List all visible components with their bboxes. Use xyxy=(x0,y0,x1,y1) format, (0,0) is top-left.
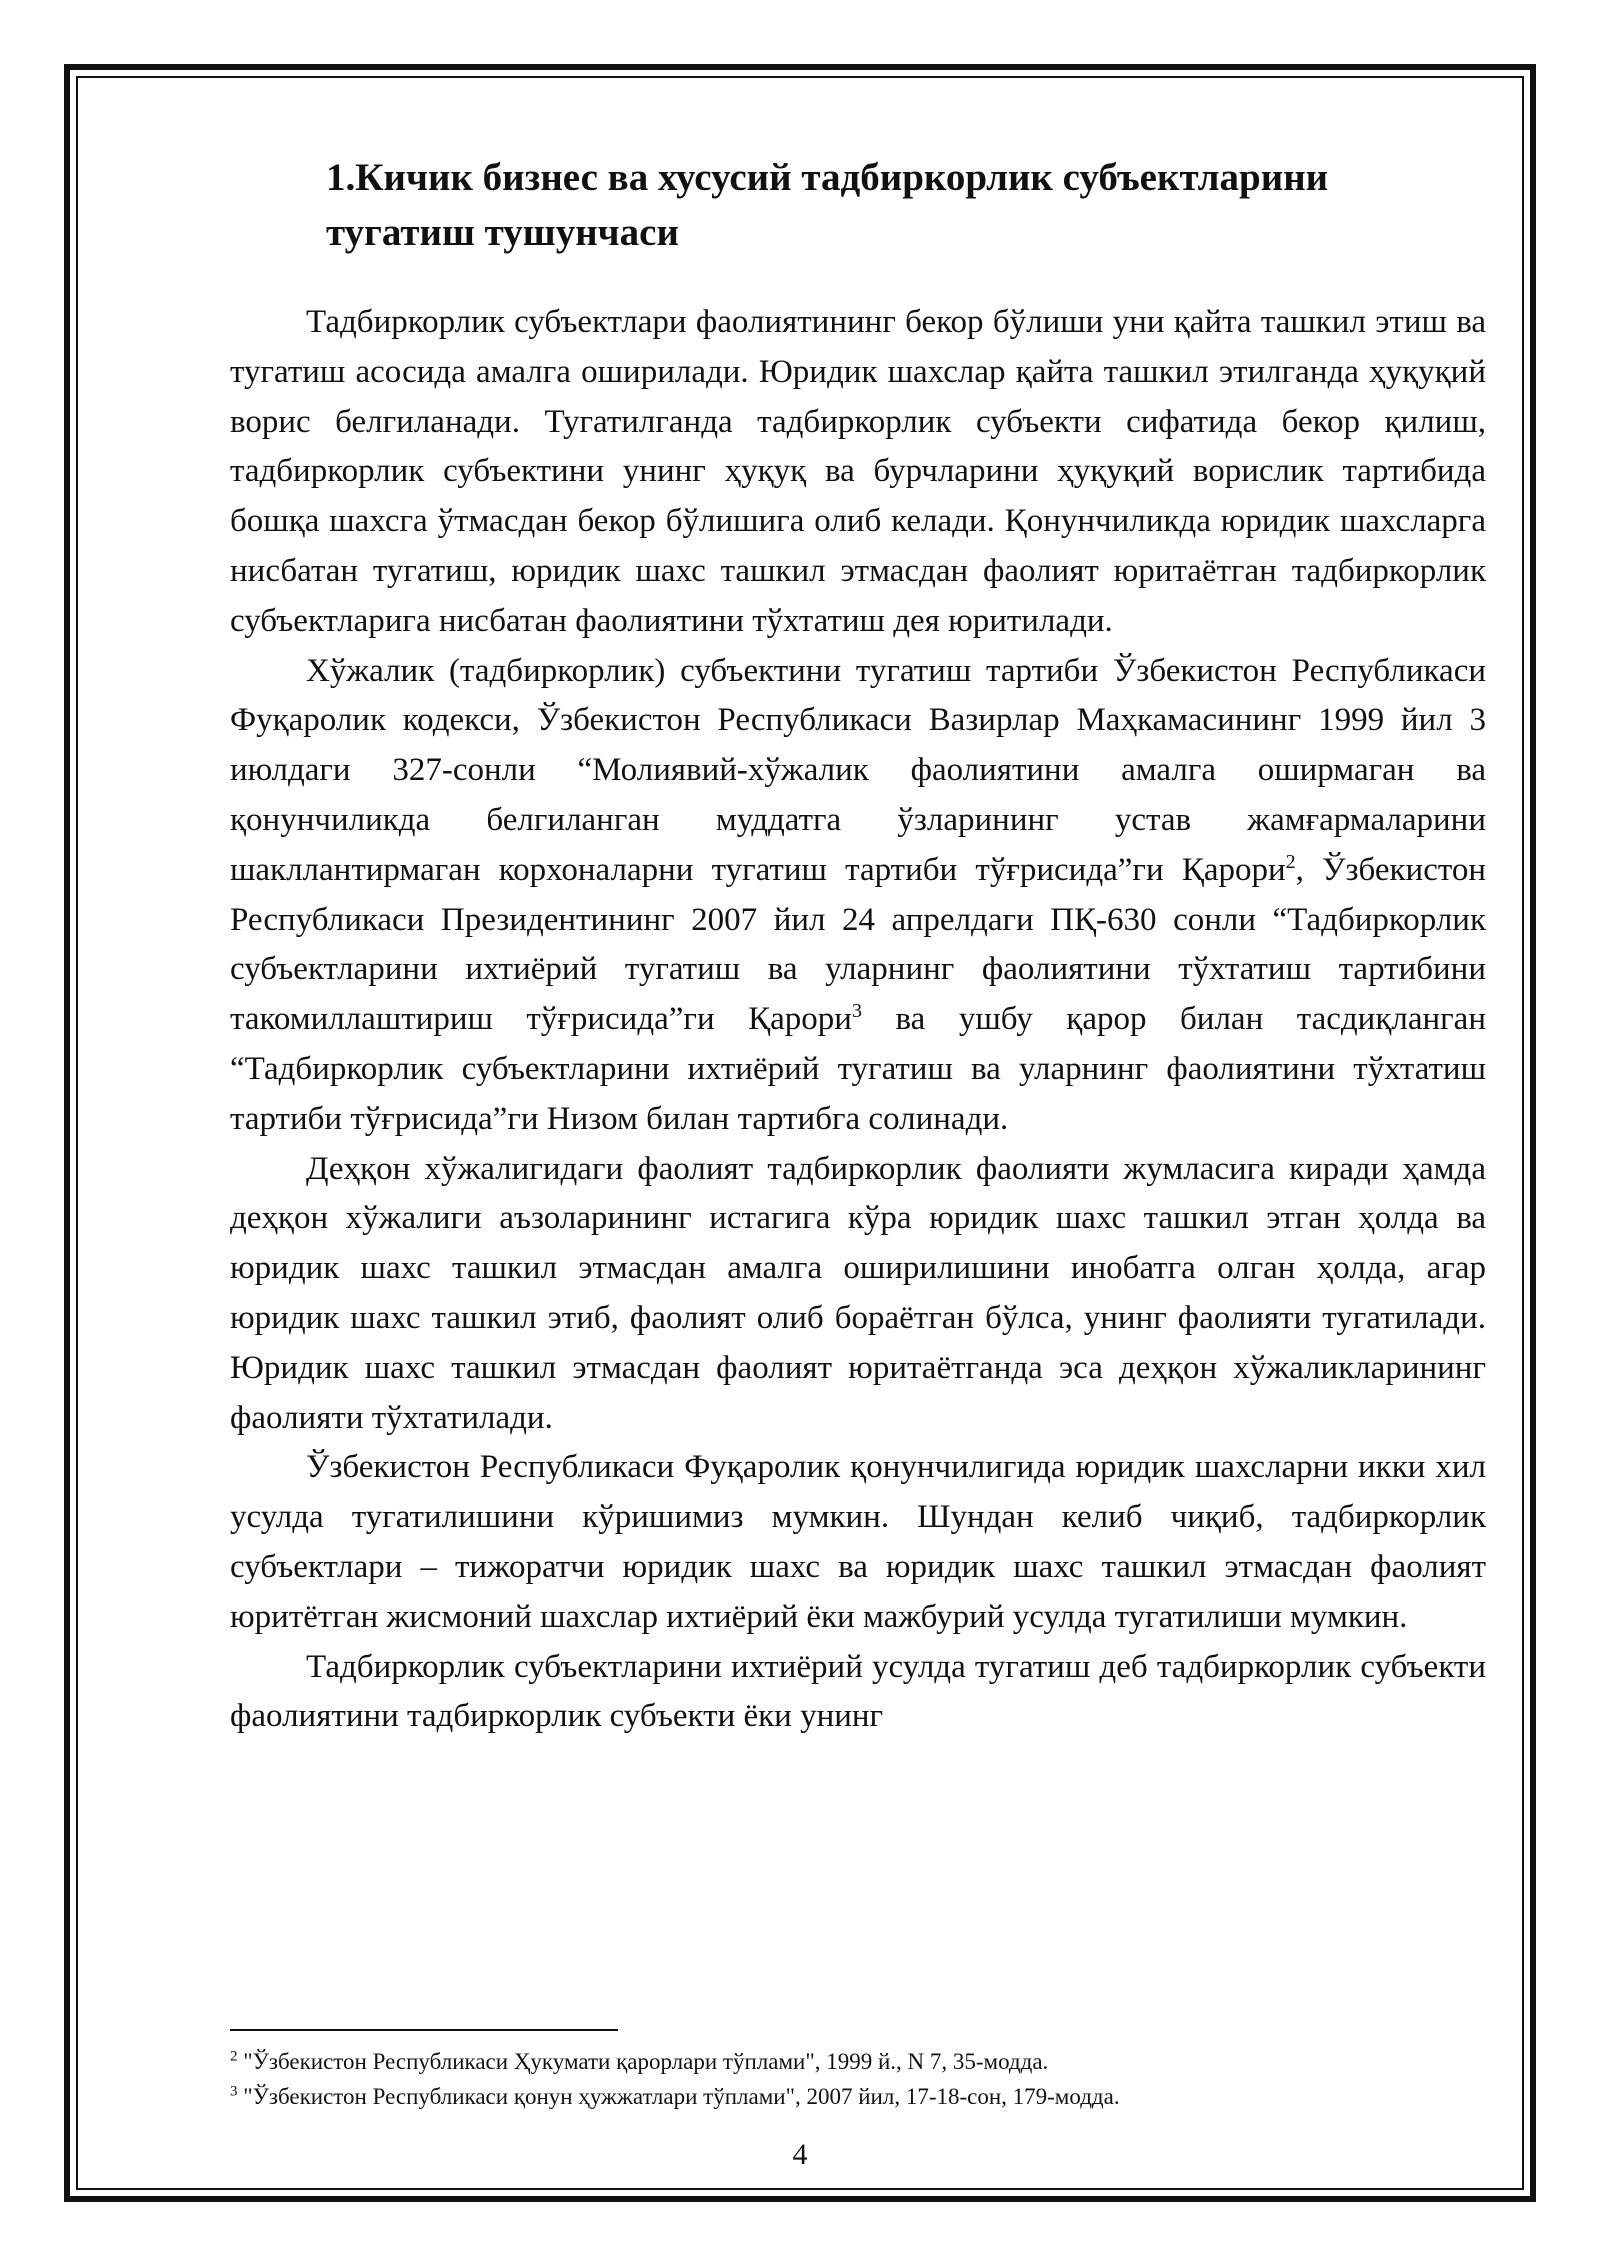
paragraph-4: Ўзбекистон Республикаси Фуқаролик қонунчилигида юридик шахсларни икки хил усулда тугатилишини кўришимиз мумкин. Шундан келиб чиқиб, тадбиркорлик субъектлари – тижоратчи юридик шахс ва юридик шахс ташкил этмасдан фаолият юритётган жисмоний шахслар ихтиёрий ёки мажбурий усулда тугатилиши мумкин. xyxy=(230,1449,1486,1635)
paragraph-2-part-1: Хўжалик (тадбиркорлик) субъектини тугатиш тартиби Ўзбекистон Республикаси Фуқаролик кодекси, Ўзбекистон Республикаси Вазирлар Маҳкамасининг 1999 йил 3 июлдаги 327-сонли “Молиявий-хўжалик фаолиятини амалга оширмаган ва қонунчиликда белгиланган муддатга ўзларининг устав жамғармаларини шакллантирмаган корхоналарни тугатиш тартиби тўғрисида”ги Қарори xyxy=(230,652,1486,888)
paragraph-2-part-3: ва ушбу қарор билан тасдиқланган “Тадбиркорлик субъектларини ихтиёрий тугатиш ва уларнинг фаолиятини тўхтатиш тартиби тўғрисида”ги Низом билан тартибга солинади. xyxy=(230,1001,1486,1137)
paragraph-1: Тадбиркорлик субъектлари фаолиятининг бекор бўлиши уни қайта ташкил этиш ва тугатиш асосида амалга оширилади. Юридик шахслар қайта ташкил этилганда ҳуқуқий ворис белгиланади. Тугатилганда тадбиркорлик субъекти сифатида бекор қилиш, тадбиркорлик субъектини унинг ҳуқуқ ва бурчларини ҳуқуқий ворислик тартибида бошқа шахсга ўтмасдан бекор бўлишига олиб келади. Қонунчиликда юридик шахсларга нисбатан тугатиш, юридик шахс ташкил этмасдан фаолият юритаётган тадбиркорлик субъектларига нисбатан фаолиятини тўхтатиш дея юритилади. xyxy=(230,304,1486,639)
footnote-mark-3: 3 xyxy=(230,2083,238,2100)
footnote-text-2: "Ўзбекистон Республикаси Ҳукумати қарорлари тўплами", 1999 й., N 7, 35-модда. xyxy=(243,2049,1049,2074)
footnote-ref-3[interactable]: 3 xyxy=(851,1000,862,1023)
footnote-text-3: "Ўзбекистон Республикаси қонун ҳужжатлари тўплами", 2007 йил, 17-18-сон, 179-модда. xyxy=(243,2084,1120,2109)
footnote-separator xyxy=(230,2029,618,2031)
footnote-3 xyxy=(230,2079,1486,2114)
section-heading: 1.Кичик бизнес ва хусусий тадбиркорлик субъектларини тугатиш тушунчаси xyxy=(326,156,1329,254)
document-page xyxy=(230,150,1486,1742)
paragraph-3: Деҳқон хўжалигидаги фаолият тадбиркорлик фаолияти жумласига киради ҳамда деҳқон хўжалиги аъзоларининг истагига кўра юридик шахс ташкил этган ҳолда ва юридик шахс ташкил этмасдан амалга оширилишини инобатга олган ҳолда, агар юридик шахс ташкил этиб, фаолият олиб бораётган бўлса, унинг фаолияти тугатилади. Юридик шахс ташкил этмасдан фаолият юритаётганда эса деҳқон хўжаликларининг фаолияти тўхтатилади. xyxy=(230,1150,1486,1436)
paragraph-2-part-2: , Ўзбекистон Республикаси Президентининг 2007 йил 24 апрелдаги ПҚ-630 сонли “Тадбиркорлик субъектларини ихтиёрий тугатиш ва уларнинг фаолиятини тўхтатиш тартибини такомиллаштириш тўғрисида”ги Қарори xyxy=(230,851,1487,1038)
footnote-mark-2: 2 xyxy=(230,2048,238,2065)
footnote-2 xyxy=(230,2044,1486,2079)
page-number: 4 xyxy=(792,2138,808,2171)
footnote-ref-2[interactable]: 2 xyxy=(1285,850,1296,873)
paragraph-2 xyxy=(230,647,1486,1145)
footnotes xyxy=(230,2044,1486,2114)
body-text xyxy=(230,298,1486,1742)
paragraph-5: Тадбиркорлик субъектларини ихтиёрий усулда тугатиш деб тадбиркорлик субъекти фаолиятини тадбиркорлик субъекти ёки унинг xyxy=(230,1648,1486,1735)
